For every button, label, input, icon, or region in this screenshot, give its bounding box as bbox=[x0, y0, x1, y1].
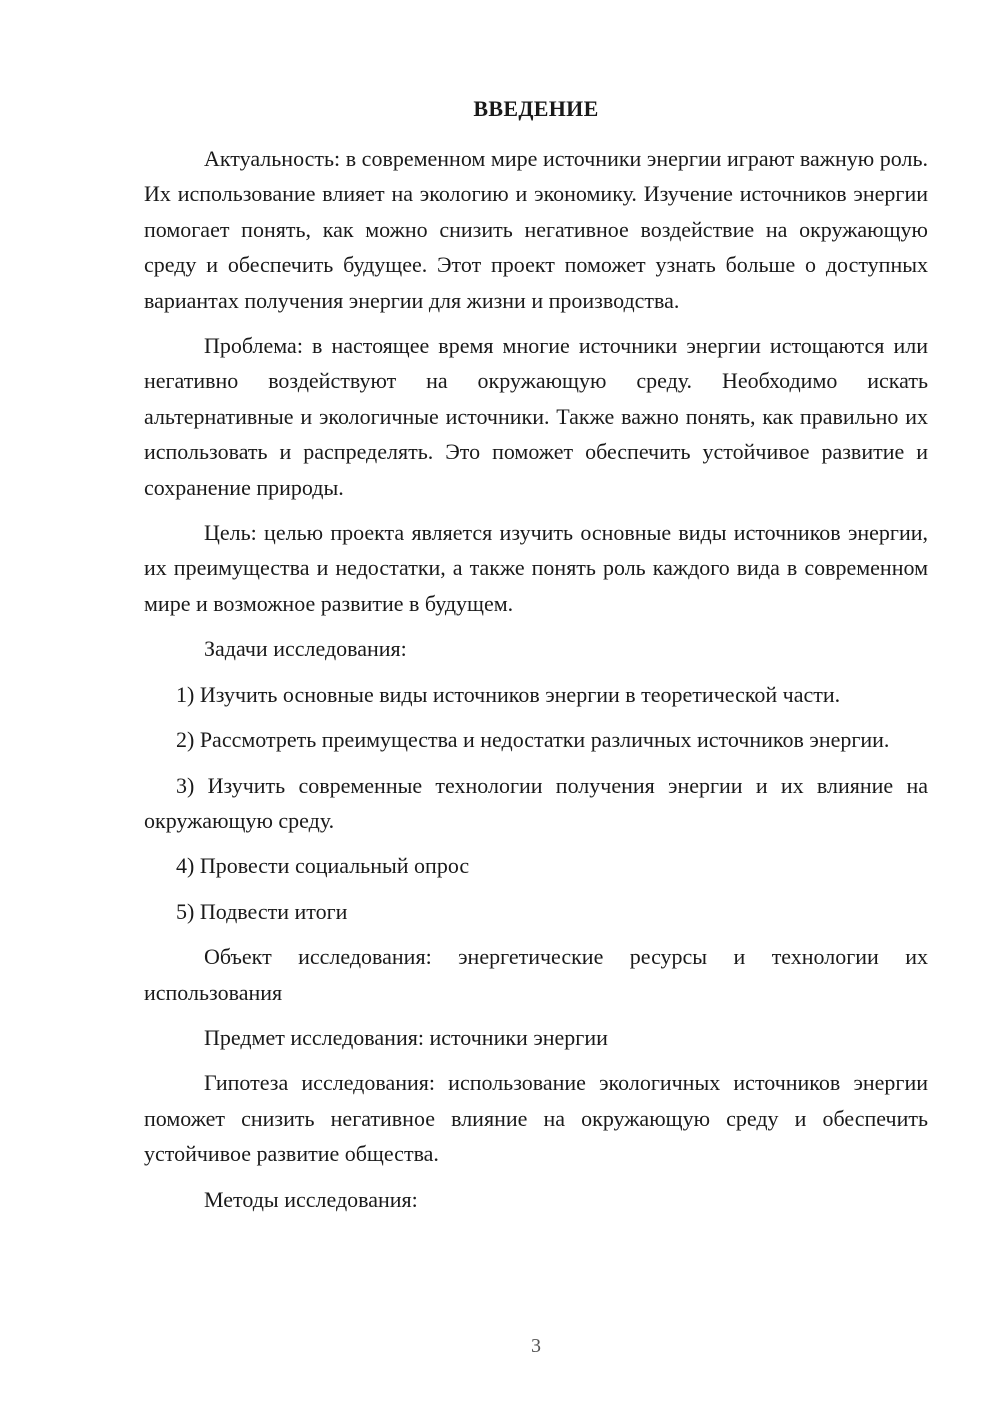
paragraph-problem: Проблема: в настоящее время многие источники энергии истощаются или негативно воздействуют на окружающую среду. Необходимо искать альтернативные и экологичные источники. Также важно понять, как правильно их использовать и распределять. Это поможет обеспечить устойчивое развитие и сохранение природы. bbox=[144, 333, 928, 500]
paragraph-goal: Цель: целью проекта является изучить основные виды источников энергии, их преимущества и недостатки, а также понять роль каждого вида в современном мире и возможное развитие в будущем. bbox=[144, 520, 928, 616]
task-item-2: 2) Рассмотреть преимущества и недостатки различных источников энергии. bbox=[176, 727, 890, 753]
paragraph-hypothesis: Гипотеза исследования: использование экологичных источников энергии поможет снизить негативное влияние на окружающую среду и обеспечить устойчивое развитие общества. bbox=[144, 1070, 928, 1167]
task-item-1: 1) Изучить основные виды источников энергии в теоретической части. bbox=[176, 681, 841, 707]
page-number: 3 bbox=[531, 1335, 541, 1357]
paragraph-relevance: Актуальность: в современном мире источники энергии играют важную роль. Их использование влияет на экологию и экономику. Изучение источников энергии помогает понять, как можно снизить негативное воздействие на окружающую среду и обеспечить будущее. Этот проект поможет узнать больше о доступных вариантах получения энергии для жизни и производства. bbox=[144, 146, 928, 313]
task-item-3: 3) Изучить современные технологии получения энергии и их влияние на окружающую среду. bbox=[144, 772, 928, 833]
paragraph-object: Объект исследования: энергетические ресурсы и технологии их использования bbox=[144, 944, 928, 1005]
paragraph-subject: Предмет исследования: источники энергии bbox=[204, 1024, 608, 1050]
document-body bbox=[144, 141, 928, 1227]
task-item-4: 4) Провести социальный опрос bbox=[176, 853, 470, 879]
task-item-5: 5) Подвести итоги bbox=[176, 898, 348, 924]
page-title: ВВЕДЕНИЕ bbox=[473, 96, 599, 121]
tasks-heading: Задачи исследования: bbox=[204, 636, 407, 662]
methods-heading: Методы исследования: bbox=[204, 1186, 418, 1212]
